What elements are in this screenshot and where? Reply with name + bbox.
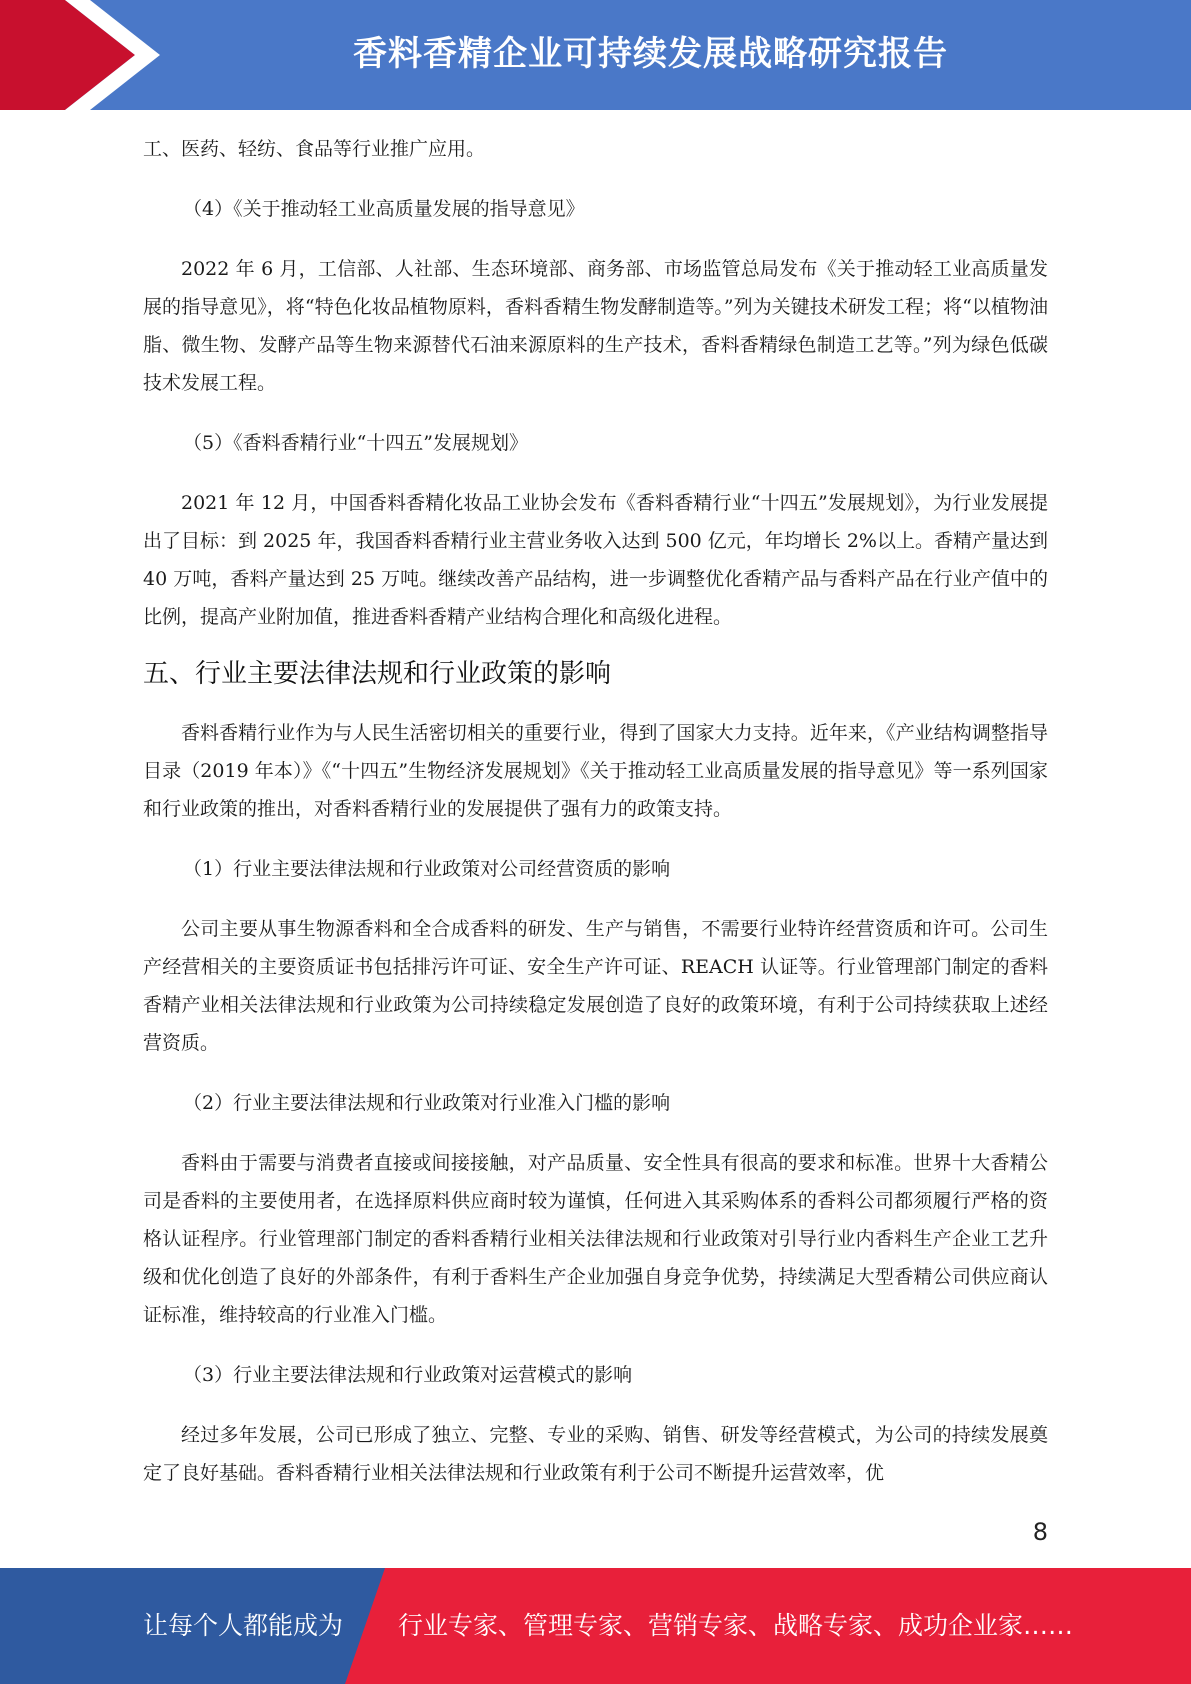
subheading: （4）《关于推动轻工业高质量发展的指导意见》 bbox=[183, 198, 585, 220]
page-number: 8 bbox=[1032, 1518, 1048, 1546]
paragraph: 香料由于需要与消费者直接或间接接触，对产品质量、安全性具有很高的要求和标准。世界十大香精公司是香料的主要使用者，在选择原料供应商时较为谨慎，任何进入其采购体系的香料公司都须履行严格的资格认证程序。行业管理部门制定的香料香精行业相关法律法规和行业政策对引导行业内香料生产企业工艺升级和优化创造了良好的外部条件，有利于香料生产企业加强自身竞争优势，持续满足大型香精公司供应商认证标准，维持较高的行业准入门槛。 bbox=[143, 1152, 1048, 1326]
section-heading: 五、行业主要法律法规和行业政策的影响 bbox=[143, 659, 612, 689]
subheading: （2）行业主要法律法规和行业政策对行业准入门槛的影响 bbox=[183, 1092, 671, 1114]
paragraph: 2022 年 6 月，工信部、人社部、生态环境部、商务部、市场监管总局发布《关于推动轻工业高质量发展的指导意见》，将“特色化妆品植物原料，香料香精生物发酵制造等。”列为关键技术研发工程；将“以植物油脂、微生物、发酵产品等生物来源替代石油来源原料的生产技术，香料香精绿色制造工艺等。”列为绿色低碳技术发展工程。 bbox=[143, 258, 1048, 394]
subheading: （5）《香料香精行业“十四五”发展规划》 bbox=[183, 432, 529, 454]
subheading: （1）行业主要法律法规和行业政策对公司经营资质的影响 bbox=[183, 858, 671, 880]
paragraph: 公司主要从事生物源香料和全合成香料的研发、生产与销售，不需要行业特许经营资质和许可。公司生产经营相关的主要资质证书包括排污许可证、安全生产许可证、REACH 认证等。行业管理部门制定的香料香精产业相关法律法规和行业政策为公司持续稳定发展创造了良好的政策环境，有利于公司持续获取上述经营资质。 bbox=[143, 918, 1048, 1054]
footer-slogan-left: 让每个人都能成为 bbox=[143, 1611, 344, 1640]
paragraph: 经过多年发展，公司已形成了独立、完整、专业的采购、销售、研发等经营模式，为公司的持续发展奠定了良好基础。香料香精行业相关法律法规和行业政策有利于公司不断提升运营效率，优 bbox=[143, 1424, 1048, 1484]
page-body bbox=[143, 130, 1048, 1492]
report-title: 香料香精企业可持续发展战略研究报告 bbox=[353, 34, 948, 74]
page-header bbox=[0, 0, 1191, 110]
subheading: （3）行业主要法律法规和行业政策对运营模式的影响 bbox=[183, 1364, 633, 1386]
paragraph: 香料香精行业作为与人民生活密切相关的重要行业，得到了国家大力支持。近年来，《产业结构调整指导目录（2019 年本）》《“十四五”生物经济发展规划》《关于推动轻工业高质量发展的指导意见》等一系列国家和行业政策的推出，对香料香精行业的发展提供了强有力的政策支持。 bbox=[143, 722, 1048, 820]
paragraph: 2021 年 12 月，中国香料香精化妆品工业协会发布《香料香精行业“十四五”发展规划》，为行业发展提出了目标：到 2025 年，我国香料香精行业主营业务收入达到 500 亿元，年均增长 2%以上。香精产量达到 40 万吨，香料产量达到 25 万吨。继续改善产品结构，进一步调整优化香精产品与香料产品在行业产值中的比例，提高产业附加值，推进香料香精产业结构合理化和高级化进程。 bbox=[143, 492, 1048, 628]
paragraph: 工、医药、轻纺、食品等行业推广应用。 bbox=[143, 138, 486, 160]
footer-slogan-right: 行业专家、管理专家、营销专家、战略专家、成功企业家…… bbox=[398, 1611, 1074, 1640]
page-footer bbox=[0, 1568, 1191, 1684]
